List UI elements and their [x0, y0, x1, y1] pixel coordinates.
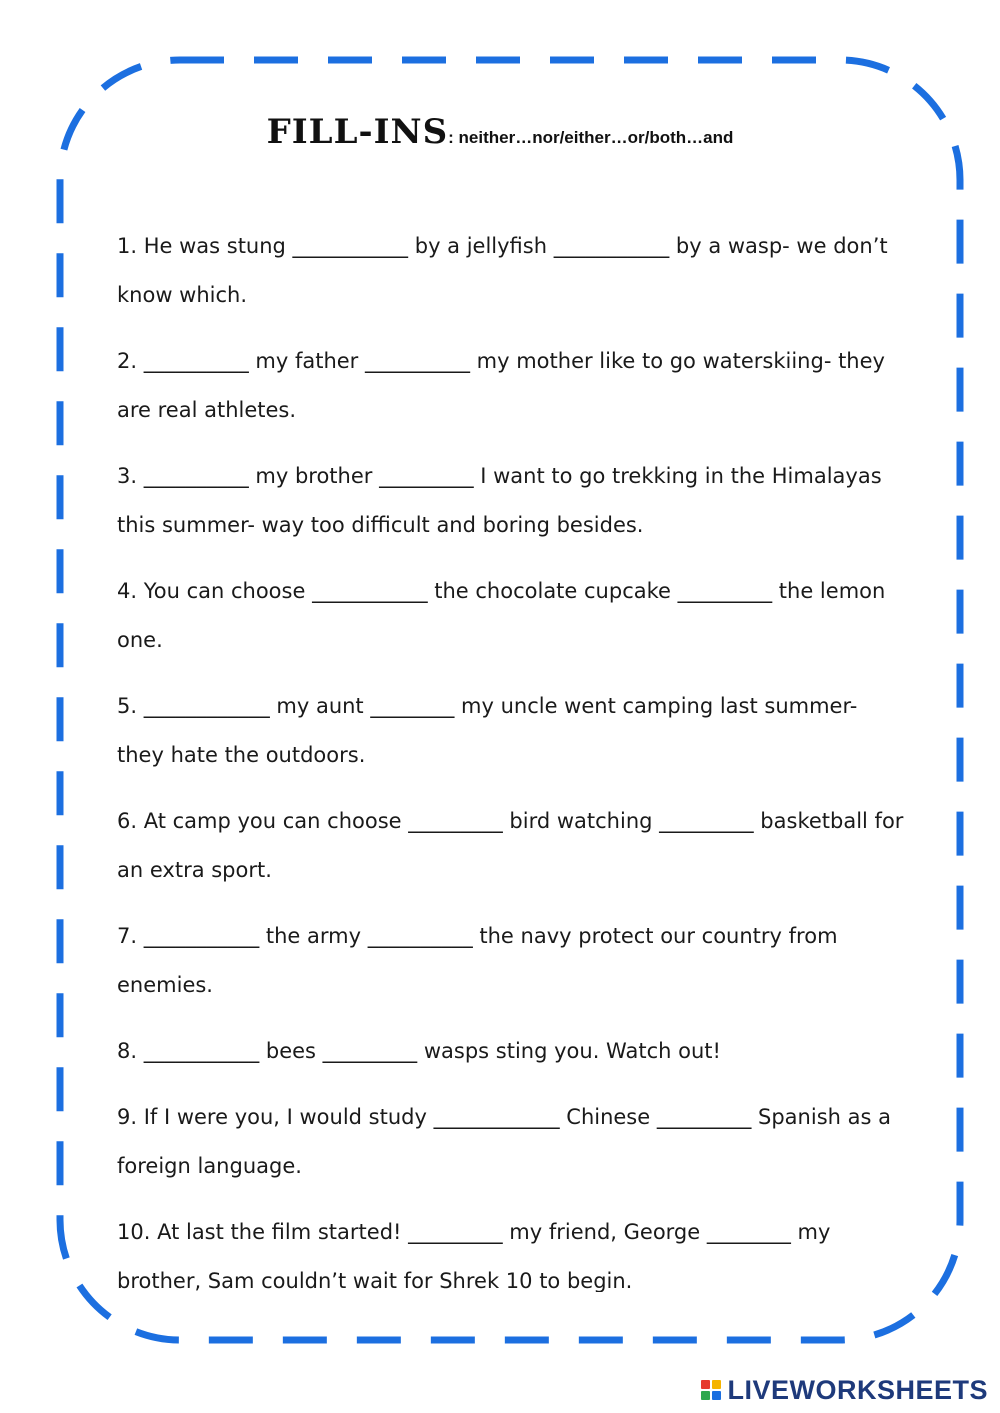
liveworksheets-brand — [701, 1372, 988, 1408]
exercise-item-3: 3. __________ my brother _________ I want to go trekking in the Himalayas this summer- way too difficult and boring besides. — [117, 464, 882, 537]
exercise-item-4: 4. You can choose ___________ the chocolate cupcake _________ the lemon one. — [117, 579, 886, 652]
liveworksheets-logo-icon — [701, 1380, 721, 1400]
brand-text: LIVEWORKSHEETS — [727, 1374, 988, 1405]
exercise-item-6: 6. At camp you can choose _________ bird watching _________ basketball for an extra sport. — [117, 809, 904, 882]
exercise-item-1: 1. He was stung ___________ by a jellyfish ___________ by a wasp- we don’t know which. — [117, 234, 888, 307]
exercise-item-7: 7. ___________ the army __________ the navy protect our country from enemies. — [117, 924, 838, 997]
worksheet-title — [0, 112, 1000, 152]
title-subtitle: : neither…nor/either…or/both…and — [448, 128, 734, 147]
exercise-item-9: 9. If I were you, I would study ____________ Chinese _________ Spanish as a foreign language. — [117, 1105, 891, 1178]
exercise-item-10: 10. At last the film started! _________ my friend, George ________ my brother, Sam couldn’t wait for Shrek 10 to begin. — [117, 1220, 831, 1292]
exercise-item-5: 5. ____________ my aunt ________ my uncle went camping last summer- they hate the outdoors. — [117, 694, 858, 767]
title-main: FILL-INS — [266, 112, 449, 152]
exercise-list — [117, 222, 907, 1292]
exercise-item-2: 2. __________ my father __________ my mother like to go waterskiing- they are real athletes. — [117, 349, 885, 422]
exercise-item-8: 8. ___________ bees _________ wasps sting you. Watch out! — [117, 1039, 721, 1063]
